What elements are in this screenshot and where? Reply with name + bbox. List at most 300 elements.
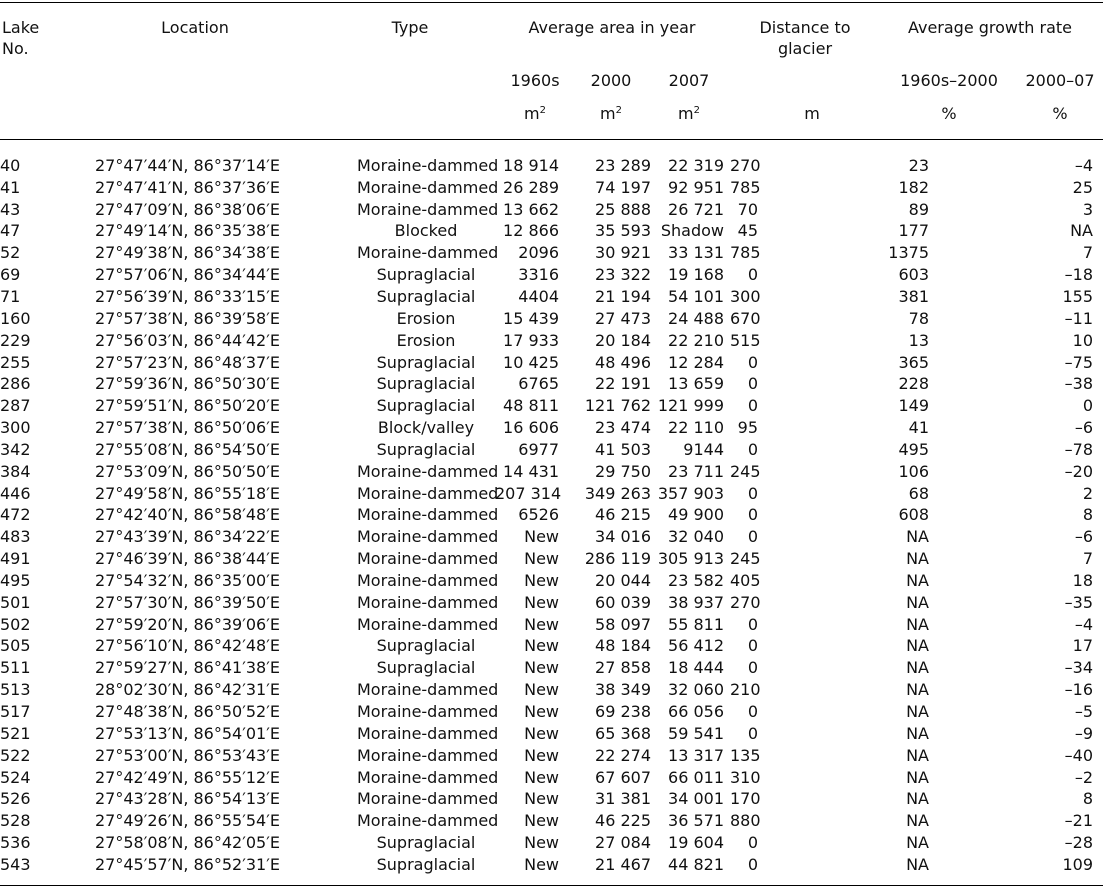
cell-distance: 270 bbox=[730, 592, 761, 612]
cell-location: 27°49′26′N, 86°55′54′E bbox=[95, 811, 280, 831]
cell-location: 27°57′38′N, 86°50′06′E bbox=[95, 418, 280, 438]
cell-growth-2000-07: –6 bbox=[1074, 527, 1093, 547]
cell-area-2007: 305 913 bbox=[657, 549, 724, 569]
cell-area-2000: 27 084 bbox=[595, 833, 651, 853]
cell-area-2007: 59 541 bbox=[668, 723, 724, 743]
cell-location: 27°59′20′N, 86°39′06′E bbox=[95, 614, 280, 634]
cell-type: Supraglacial bbox=[376, 396, 476, 416]
cell-growth-1960s-2000: 41 bbox=[908, 418, 929, 438]
cell-area-2000: 121 762 bbox=[584, 396, 651, 416]
cell-type: Moraine-dammed bbox=[357, 549, 499, 569]
cell-area-1960s: New bbox=[524, 789, 559, 809]
table-row bbox=[0, 286, 1103, 308]
cell-lake-no: 446 bbox=[0, 483, 31, 503]
cell-growth-2000-07: 17 bbox=[1072, 636, 1093, 656]
cell-area-2000: 286 119 bbox=[584, 549, 651, 569]
cell-growth-1960s-2000: 495 bbox=[898, 439, 929, 459]
cell-area-2007: 13 317 bbox=[668, 745, 724, 765]
cell-lake-no: 472 bbox=[0, 505, 31, 525]
unit-m2-1960s: $m^2$ bbox=[524, 104, 546, 123]
cell-area-1960s: 6977 bbox=[518, 439, 559, 459]
cell-location: 27°59′27′N, 86°41′38′E bbox=[95, 658, 280, 678]
cell-distance: 0 bbox=[747, 854, 758, 874]
cell-location: 27°48′38′N, 86°50′52′E bbox=[95, 702, 280, 722]
cell-distance: 0 bbox=[747, 505, 758, 525]
header-average-area: Average area in year bbox=[528, 18, 696, 37]
cell-area-2000: 48 184 bbox=[595, 636, 651, 656]
cell-area-2007: 22 319 bbox=[668, 155, 724, 175]
cell-area-1960s: New bbox=[524, 680, 559, 700]
table-row bbox=[0, 767, 1103, 789]
table-row bbox=[0, 832, 1103, 854]
cell-location: 27°56′39′N, 86°33′15′E bbox=[95, 286, 280, 306]
cell-area-1960s: 13 662 bbox=[503, 199, 559, 219]
cell-lake-no: 384 bbox=[0, 461, 31, 481]
cell-lake-no: 524 bbox=[0, 767, 31, 787]
cell-distance: 135 bbox=[730, 745, 761, 765]
cell-lake-no: 300 bbox=[0, 418, 31, 438]
cell-location: 27°45′57′N, 86°52′31′E bbox=[95, 854, 280, 874]
cell-growth-2000-07: –16 bbox=[1064, 680, 1093, 700]
cell-lake-no: 517 bbox=[0, 702, 31, 722]
cell-type: Moraine-dammed bbox=[357, 723, 499, 743]
cell-growth-1960s-2000: NA bbox=[906, 570, 929, 590]
cell-location: 27°56′10′N, 86°42′48′E bbox=[95, 636, 280, 656]
cell-lake-no: 43 bbox=[0, 199, 21, 219]
cell-growth-2000-07: 3 bbox=[1082, 199, 1093, 219]
cell-growth-2000-07: –21 bbox=[1064, 811, 1093, 831]
cell-growth-1960s-2000: NA bbox=[906, 789, 929, 809]
cell-area-1960s: New bbox=[524, 811, 559, 831]
cell-growth-1960s-2000: NA bbox=[906, 527, 929, 547]
cell-growth-1960s-2000: NA bbox=[906, 767, 929, 787]
cell-area-2000: 29 750 bbox=[595, 461, 651, 481]
cell-lake-no: 229 bbox=[0, 330, 31, 350]
cell-type: Moraine-dammed bbox=[357, 680, 499, 700]
cell-growth-2000-07: –75 bbox=[1064, 352, 1093, 372]
cell-area-1960s: 15 439 bbox=[503, 308, 559, 328]
cell-location: 27°49′58′N, 86°55′18′E bbox=[95, 483, 280, 503]
cell-type: Blocked bbox=[394, 221, 458, 241]
cell-location: 27°42′49′N, 86°55′12′E bbox=[95, 767, 280, 787]
cell-area-2007: 22 110 bbox=[668, 418, 724, 438]
cell-growth-1960s-2000: 106 bbox=[898, 461, 929, 481]
cell-area-1960s: New bbox=[524, 702, 559, 722]
cell-area-1960s: New bbox=[524, 614, 559, 634]
cell-growth-2000-07: –4 bbox=[1074, 155, 1093, 175]
cell-location: 27°47′09′N, 86°38′06′E bbox=[95, 199, 280, 219]
cell-distance: 0 bbox=[747, 658, 758, 678]
cell-area-2007: 92 951 bbox=[668, 177, 724, 197]
cell-growth-2000-07: 18 bbox=[1072, 570, 1093, 590]
cell-location: 27°58′08′N, 86°42′05′E bbox=[95, 833, 280, 853]
table-row bbox=[0, 526, 1103, 548]
cell-area-1960s: 16 606 bbox=[503, 418, 559, 438]
cell-distance: 0 bbox=[747, 483, 758, 503]
cell-lake-no: 287 bbox=[0, 396, 31, 416]
table-row bbox=[0, 701, 1103, 723]
cell-growth-2000-07: 8 bbox=[1082, 789, 1093, 809]
cell-type: Moraine-dammed bbox=[357, 199, 499, 219]
cell-location: 27°57′23′N, 86°48′37′E bbox=[95, 352, 280, 372]
cell-area-2007: 44 821 bbox=[668, 854, 724, 874]
cell-growth-2000-07: 25 bbox=[1072, 177, 1093, 197]
cell-area-1960s: 12 866 bbox=[503, 221, 559, 241]
cell-type: Supraglacial bbox=[376, 658, 476, 678]
cell-lake-no: 69 bbox=[0, 265, 21, 285]
cell-area-2007: 357 903 bbox=[657, 483, 724, 503]
cell-distance: 70 bbox=[737, 199, 758, 219]
cell-distance: 310 bbox=[730, 767, 761, 787]
header-location: Location bbox=[161, 18, 229, 37]
cell-growth-1960s-2000: NA bbox=[906, 592, 929, 612]
cell-growth-1960s-2000: 149 bbox=[898, 396, 929, 416]
cell-type: Supraglacial bbox=[376, 374, 476, 394]
cell-location: 27°47′41′N, 86°37′36′E bbox=[95, 177, 280, 197]
cell-area-2000: 58 097 bbox=[595, 614, 651, 634]
cell-location: 27°57′38′N, 86°39′58′E bbox=[95, 308, 280, 328]
cell-lake-no: 521 bbox=[0, 723, 31, 743]
cell-area-2007: 66 056 bbox=[668, 702, 724, 722]
table-row bbox=[0, 352, 1103, 374]
cell-area-1960s: 14 431 bbox=[503, 461, 559, 481]
cell-area-2000: 23 289 bbox=[595, 155, 651, 175]
cell-type: Moraine-dammed bbox=[357, 592, 499, 612]
cell-growth-1960s-2000: NA bbox=[906, 549, 929, 569]
cell-area-2000: 69 238 bbox=[595, 702, 651, 722]
cell-type: Moraine-dammed bbox=[357, 570, 499, 590]
cell-lake-no: 505 bbox=[0, 636, 31, 656]
cell-growth-1960s-2000: 177 bbox=[898, 221, 929, 241]
table-row bbox=[0, 570, 1103, 592]
cell-area-2007: 26 721 bbox=[668, 199, 724, 219]
cell-growth-2000-07: 7 bbox=[1082, 243, 1093, 263]
cell-area-2000: 67 607 bbox=[595, 767, 651, 787]
cell-area-1960s: 4404 bbox=[518, 286, 559, 306]
cell-growth-1960s-2000: NA bbox=[906, 745, 929, 765]
header-distance: Distance to glacier bbox=[759, 18, 851, 58]
cell-area-1960s: 10 425 bbox=[503, 352, 559, 372]
cell-area-2007: 23 711 bbox=[668, 461, 724, 481]
cell-area-2000: 34 016 bbox=[595, 527, 651, 547]
header-period-2000-07: 2000–07 bbox=[1025, 71, 1095, 90]
cell-lake-no: 526 bbox=[0, 789, 31, 809]
table-row bbox=[0, 155, 1103, 177]
cell-area-2000: 48 496 bbox=[595, 352, 651, 372]
cell-distance: 0 bbox=[747, 374, 758, 394]
cell-lake-no: 543 bbox=[0, 854, 31, 874]
table-row bbox=[0, 788, 1103, 810]
cell-distance: 170 bbox=[730, 789, 761, 809]
table-row bbox=[0, 177, 1103, 199]
cell-distance: 405 bbox=[730, 570, 761, 590]
cell-lake-no: 52 bbox=[0, 243, 21, 263]
table-row bbox=[0, 264, 1103, 286]
cell-area-2007: 56 412 bbox=[668, 636, 724, 656]
cell-location: 27°47′44′N, 86°37′14′E bbox=[95, 155, 280, 175]
cell-area-2000: 25 888 bbox=[595, 199, 651, 219]
cell-distance: 0 bbox=[747, 527, 758, 547]
cell-growth-1960s-2000: NA bbox=[906, 680, 929, 700]
unit-percent-1: % bbox=[941, 104, 957, 123]
cell-growth-1960s-2000: 13 bbox=[908, 330, 929, 350]
cell-area-2007: 32 060 bbox=[668, 680, 724, 700]
table-row bbox=[0, 242, 1103, 264]
cell-distance: 0 bbox=[747, 833, 758, 853]
cell-area-2000: 20 044 bbox=[595, 570, 651, 590]
table-row bbox=[0, 308, 1103, 330]
cell-distance: 0 bbox=[747, 396, 758, 416]
cell-area-1960s: 17 933 bbox=[503, 330, 559, 350]
cell-location: 27°59′36′N, 86°50′30′E bbox=[95, 374, 280, 394]
cell-distance: 270 bbox=[730, 155, 761, 175]
cell-type: Block/valley bbox=[377, 418, 475, 438]
header-rule bbox=[0, 139, 1103, 140]
cell-growth-2000-07: –78 bbox=[1064, 439, 1093, 459]
cell-growth-1960s-2000: 182 bbox=[898, 177, 929, 197]
header-type: Type bbox=[391, 18, 429, 37]
cell-area-2007: 54 101 bbox=[668, 286, 724, 306]
cell-growth-2000-07: –11 bbox=[1064, 308, 1093, 328]
cell-type: Supraglacial bbox=[376, 833, 476, 853]
cell-lake-no: 511 bbox=[0, 658, 31, 678]
cell-type: Moraine-dammed bbox=[357, 789, 499, 809]
table-row bbox=[0, 461, 1103, 483]
table-row bbox=[0, 548, 1103, 570]
cell-growth-1960s-2000: 68 bbox=[908, 483, 929, 503]
unit-distance-m: m bbox=[804, 104, 820, 123]
table-body bbox=[0, 155, 1103, 876]
cell-lake-no: 286 bbox=[0, 374, 31, 394]
cell-growth-2000-07: –2 bbox=[1074, 767, 1093, 787]
cell-type: Moraine-dammed bbox=[357, 745, 499, 765]
cell-area-1960s: 6526 bbox=[518, 505, 559, 525]
cell-area-2000: 46 215 bbox=[595, 505, 651, 525]
cell-area-1960s: New bbox=[524, 833, 559, 853]
cell-type: Supraglacial bbox=[376, 286, 476, 306]
cell-location: 27°43′39′N, 86°34′22′E bbox=[95, 527, 280, 547]
cell-area-2000: 27 858 bbox=[595, 658, 651, 678]
cell-type: Erosion bbox=[396, 308, 456, 328]
cell-area-2000: 22 191 bbox=[595, 374, 651, 394]
cell-distance: 0 bbox=[747, 723, 758, 743]
cell-lake-no: 41 bbox=[0, 177, 21, 197]
cell-area-1960s: New bbox=[524, 592, 559, 612]
cell-distance: 0 bbox=[747, 439, 758, 459]
cell-growth-2000-07: –28 bbox=[1064, 833, 1093, 853]
cell-type: Moraine-dammed bbox=[357, 461, 499, 481]
cell-area-2007: 23 582 bbox=[668, 570, 724, 590]
table-row bbox=[0, 636, 1103, 658]
table-row bbox=[0, 745, 1103, 767]
cell-growth-2000-07: 155 bbox=[1062, 286, 1093, 306]
cell-growth-2000-07: 109 bbox=[1062, 854, 1093, 874]
cell-area-2000: 31 381 bbox=[595, 789, 651, 809]
cell-area-2007: 18 444 bbox=[668, 658, 724, 678]
cell-growth-1960s-2000: 89 bbox=[908, 199, 929, 219]
unit-m2-2007: $m^2$ bbox=[678, 104, 700, 123]
cell-location: 27°42′40′N, 86°58′48′E bbox=[95, 505, 280, 525]
cell-distance: 95 bbox=[737, 418, 758, 438]
cell-area-1960s: 207 314 bbox=[495, 483, 562, 503]
table-row bbox=[0, 330, 1103, 352]
header-period-1960s-2000: 1960s–2000 bbox=[900, 71, 998, 90]
cell-growth-1960s-2000: NA bbox=[906, 723, 929, 743]
cell-area-2007: 19 604 bbox=[668, 833, 724, 853]
cell-lake-no: 160 bbox=[0, 308, 31, 328]
cell-type: Moraine-dammed bbox=[357, 527, 499, 547]
cell-distance: 0 bbox=[747, 702, 758, 722]
cell-growth-1960s-2000: 603 bbox=[898, 265, 929, 285]
cell-location: 28°02′30′N, 86°42′31′E bbox=[95, 680, 280, 700]
unit-percent-2: % bbox=[1052, 104, 1068, 123]
top-rule bbox=[0, 2, 1103, 3]
cell-type: Supraglacial bbox=[376, 854, 476, 874]
cell-distance: 785 bbox=[730, 177, 761, 197]
cell-growth-2000-07: NA bbox=[1070, 221, 1093, 241]
cell-area-2000: 21 467 bbox=[595, 854, 651, 874]
table-row bbox=[0, 592, 1103, 614]
cell-area-1960s: 6765 bbox=[518, 374, 559, 394]
cell-type: Supraglacial bbox=[376, 265, 476, 285]
cell-growth-2000-07: 8 bbox=[1082, 505, 1093, 525]
cell-area-1960s: New bbox=[524, 549, 559, 569]
cell-area-2000: 27 473 bbox=[595, 308, 651, 328]
cell-area-2007: 33 131 bbox=[668, 243, 724, 263]
cell-growth-2000-07: –34 bbox=[1064, 658, 1093, 678]
cell-location: 27°57′30′N, 86°39′50′E bbox=[95, 592, 280, 612]
cell-type: Moraine-dammed bbox=[357, 767, 499, 787]
cell-lake-no: 491 bbox=[0, 549, 31, 569]
cell-area-1960s: 3316 bbox=[518, 265, 559, 285]
cell-distance: 0 bbox=[747, 265, 758, 285]
cell-growth-1960s-2000: 23 bbox=[908, 155, 929, 175]
cell-location: 27°55′08′N, 86°54′50′E bbox=[95, 439, 280, 459]
cell-area-1960s: New bbox=[524, 723, 559, 743]
cell-distance: 0 bbox=[747, 352, 758, 372]
cell-lake-no: 495 bbox=[0, 570, 31, 590]
cell-lake-no: 255 bbox=[0, 352, 31, 372]
cell-area-2007: 19 168 bbox=[668, 265, 724, 285]
cell-distance: 880 bbox=[730, 811, 761, 831]
lake-table bbox=[0, 155, 1103, 876]
header-year-2000: 2000 bbox=[590, 71, 632, 90]
cell-area-1960s: 2096 bbox=[518, 243, 559, 263]
cell-type: Erosion bbox=[396, 330, 456, 350]
cell-area-2000: 20 184 bbox=[595, 330, 651, 350]
cell-area-2000: 46 225 bbox=[595, 811, 651, 831]
cell-lake-no: 536 bbox=[0, 833, 31, 853]
cell-area-2000: 60 039 bbox=[595, 592, 651, 612]
table-row bbox=[0, 810, 1103, 832]
cell-growth-1960s-2000: NA bbox=[906, 614, 929, 634]
cell-area-1960s: 18 914 bbox=[503, 155, 559, 175]
table-row bbox=[0, 221, 1103, 243]
cell-area-2007: 22 210 bbox=[668, 330, 724, 350]
cell-growth-1960s-2000: 1375 bbox=[888, 243, 929, 263]
cell-area-2007: 24 488 bbox=[668, 308, 724, 328]
cell-growth-1960s-2000: 365 bbox=[898, 352, 929, 372]
cell-growth-2000-07: 0 bbox=[1082, 396, 1093, 416]
table-row bbox=[0, 679, 1103, 701]
cell-area-2007: 36 571 bbox=[668, 811, 724, 831]
cell-distance: 670 bbox=[730, 308, 761, 328]
cell-growth-1960s-2000: NA bbox=[906, 658, 929, 678]
cell-type: Moraine-dammed bbox=[357, 243, 499, 263]
cell-distance: 785 bbox=[730, 243, 761, 263]
cell-growth-2000-07: –20 bbox=[1064, 461, 1093, 481]
cell-area-2000: 23 474 bbox=[595, 418, 651, 438]
table-row bbox=[0, 395, 1103, 417]
cell-type: Moraine-dammed bbox=[357, 177, 499, 197]
cell-area-2007: 12 284 bbox=[668, 352, 724, 372]
cell-type: Supraglacial bbox=[376, 352, 476, 372]
cell-distance: 0 bbox=[747, 636, 758, 656]
cell-area-1960s: New bbox=[524, 745, 559, 765]
cell-lake-no: 501 bbox=[0, 592, 31, 612]
cell-distance: 45 bbox=[737, 221, 758, 241]
cell-area-2007: 66 011 bbox=[668, 767, 724, 787]
cell-area-2000: 74 197 bbox=[595, 177, 651, 197]
header-year-2007: 2007 bbox=[668, 71, 710, 90]
table-row bbox=[0, 723, 1103, 745]
cell-area-2007: 121 999 bbox=[657, 396, 724, 416]
table-row bbox=[0, 505, 1103, 527]
table-row bbox=[0, 417, 1103, 439]
cell-area-2007: Shadow bbox=[660, 221, 724, 241]
table-row bbox=[0, 483, 1103, 505]
cell-growth-1960s-2000: 78 bbox=[908, 308, 929, 328]
header-year-1960s: 1960s bbox=[510, 71, 560, 90]
cell-growth-2000-07: 2 bbox=[1082, 483, 1093, 503]
header-growth-rate: Average growth rate bbox=[907, 18, 1073, 37]
cell-type: Supraglacial bbox=[376, 439, 476, 459]
cell-distance: 245 bbox=[730, 549, 761, 569]
cell-type: Moraine-dammed bbox=[357, 483, 499, 503]
cell-lake-no: 502 bbox=[0, 614, 31, 634]
table-row bbox=[0, 657, 1103, 679]
cell-area-1960s: New bbox=[524, 767, 559, 787]
cell-area-2007: 34 001 bbox=[668, 789, 724, 809]
cell-area-1960s: New bbox=[524, 636, 559, 656]
cell-location: 27°54′32′N, 86°35′00′E bbox=[95, 570, 280, 590]
table-row bbox=[0, 373, 1103, 395]
cell-distance: 515 bbox=[730, 330, 761, 350]
cell-distance: 300 bbox=[730, 286, 761, 306]
cell-type: Supraglacial bbox=[376, 636, 476, 656]
cell-area-1960s: New bbox=[524, 527, 559, 547]
cell-growth-2000-07: –18 bbox=[1064, 265, 1093, 285]
cell-location: 27°56′03′N, 86°44′42′E bbox=[95, 330, 280, 350]
cell-area-2000: 41 503 bbox=[595, 439, 651, 459]
cell-type: Moraine-dammed bbox=[357, 505, 499, 525]
cell-area-2000: 65 368 bbox=[595, 723, 651, 743]
cell-growth-2000-07: –5 bbox=[1074, 702, 1093, 722]
cell-location: 27°49′38′N, 86°34′38′E bbox=[95, 243, 280, 263]
cell-lake-no: 40 bbox=[0, 155, 21, 175]
cell-growth-2000-07: –6 bbox=[1074, 418, 1093, 438]
cell-area-1960s: 48 811 bbox=[503, 396, 559, 416]
cell-area-2000: 23 322 bbox=[595, 265, 651, 285]
cell-location: 27°59′51′N, 86°50′20′E bbox=[95, 396, 280, 416]
cell-area-1960s: New bbox=[524, 658, 559, 678]
table-row bbox=[0, 199, 1103, 221]
cell-type: Moraine-dammed bbox=[357, 155, 499, 175]
cell-growth-1960s-2000: 381 bbox=[898, 286, 929, 306]
cell-lake-no: 483 bbox=[0, 527, 31, 547]
unit-m2-2000: $m^2$ bbox=[600, 104, 622, 123]
cell-area-1960s: New bbox=[524, 854, 559, 874]
